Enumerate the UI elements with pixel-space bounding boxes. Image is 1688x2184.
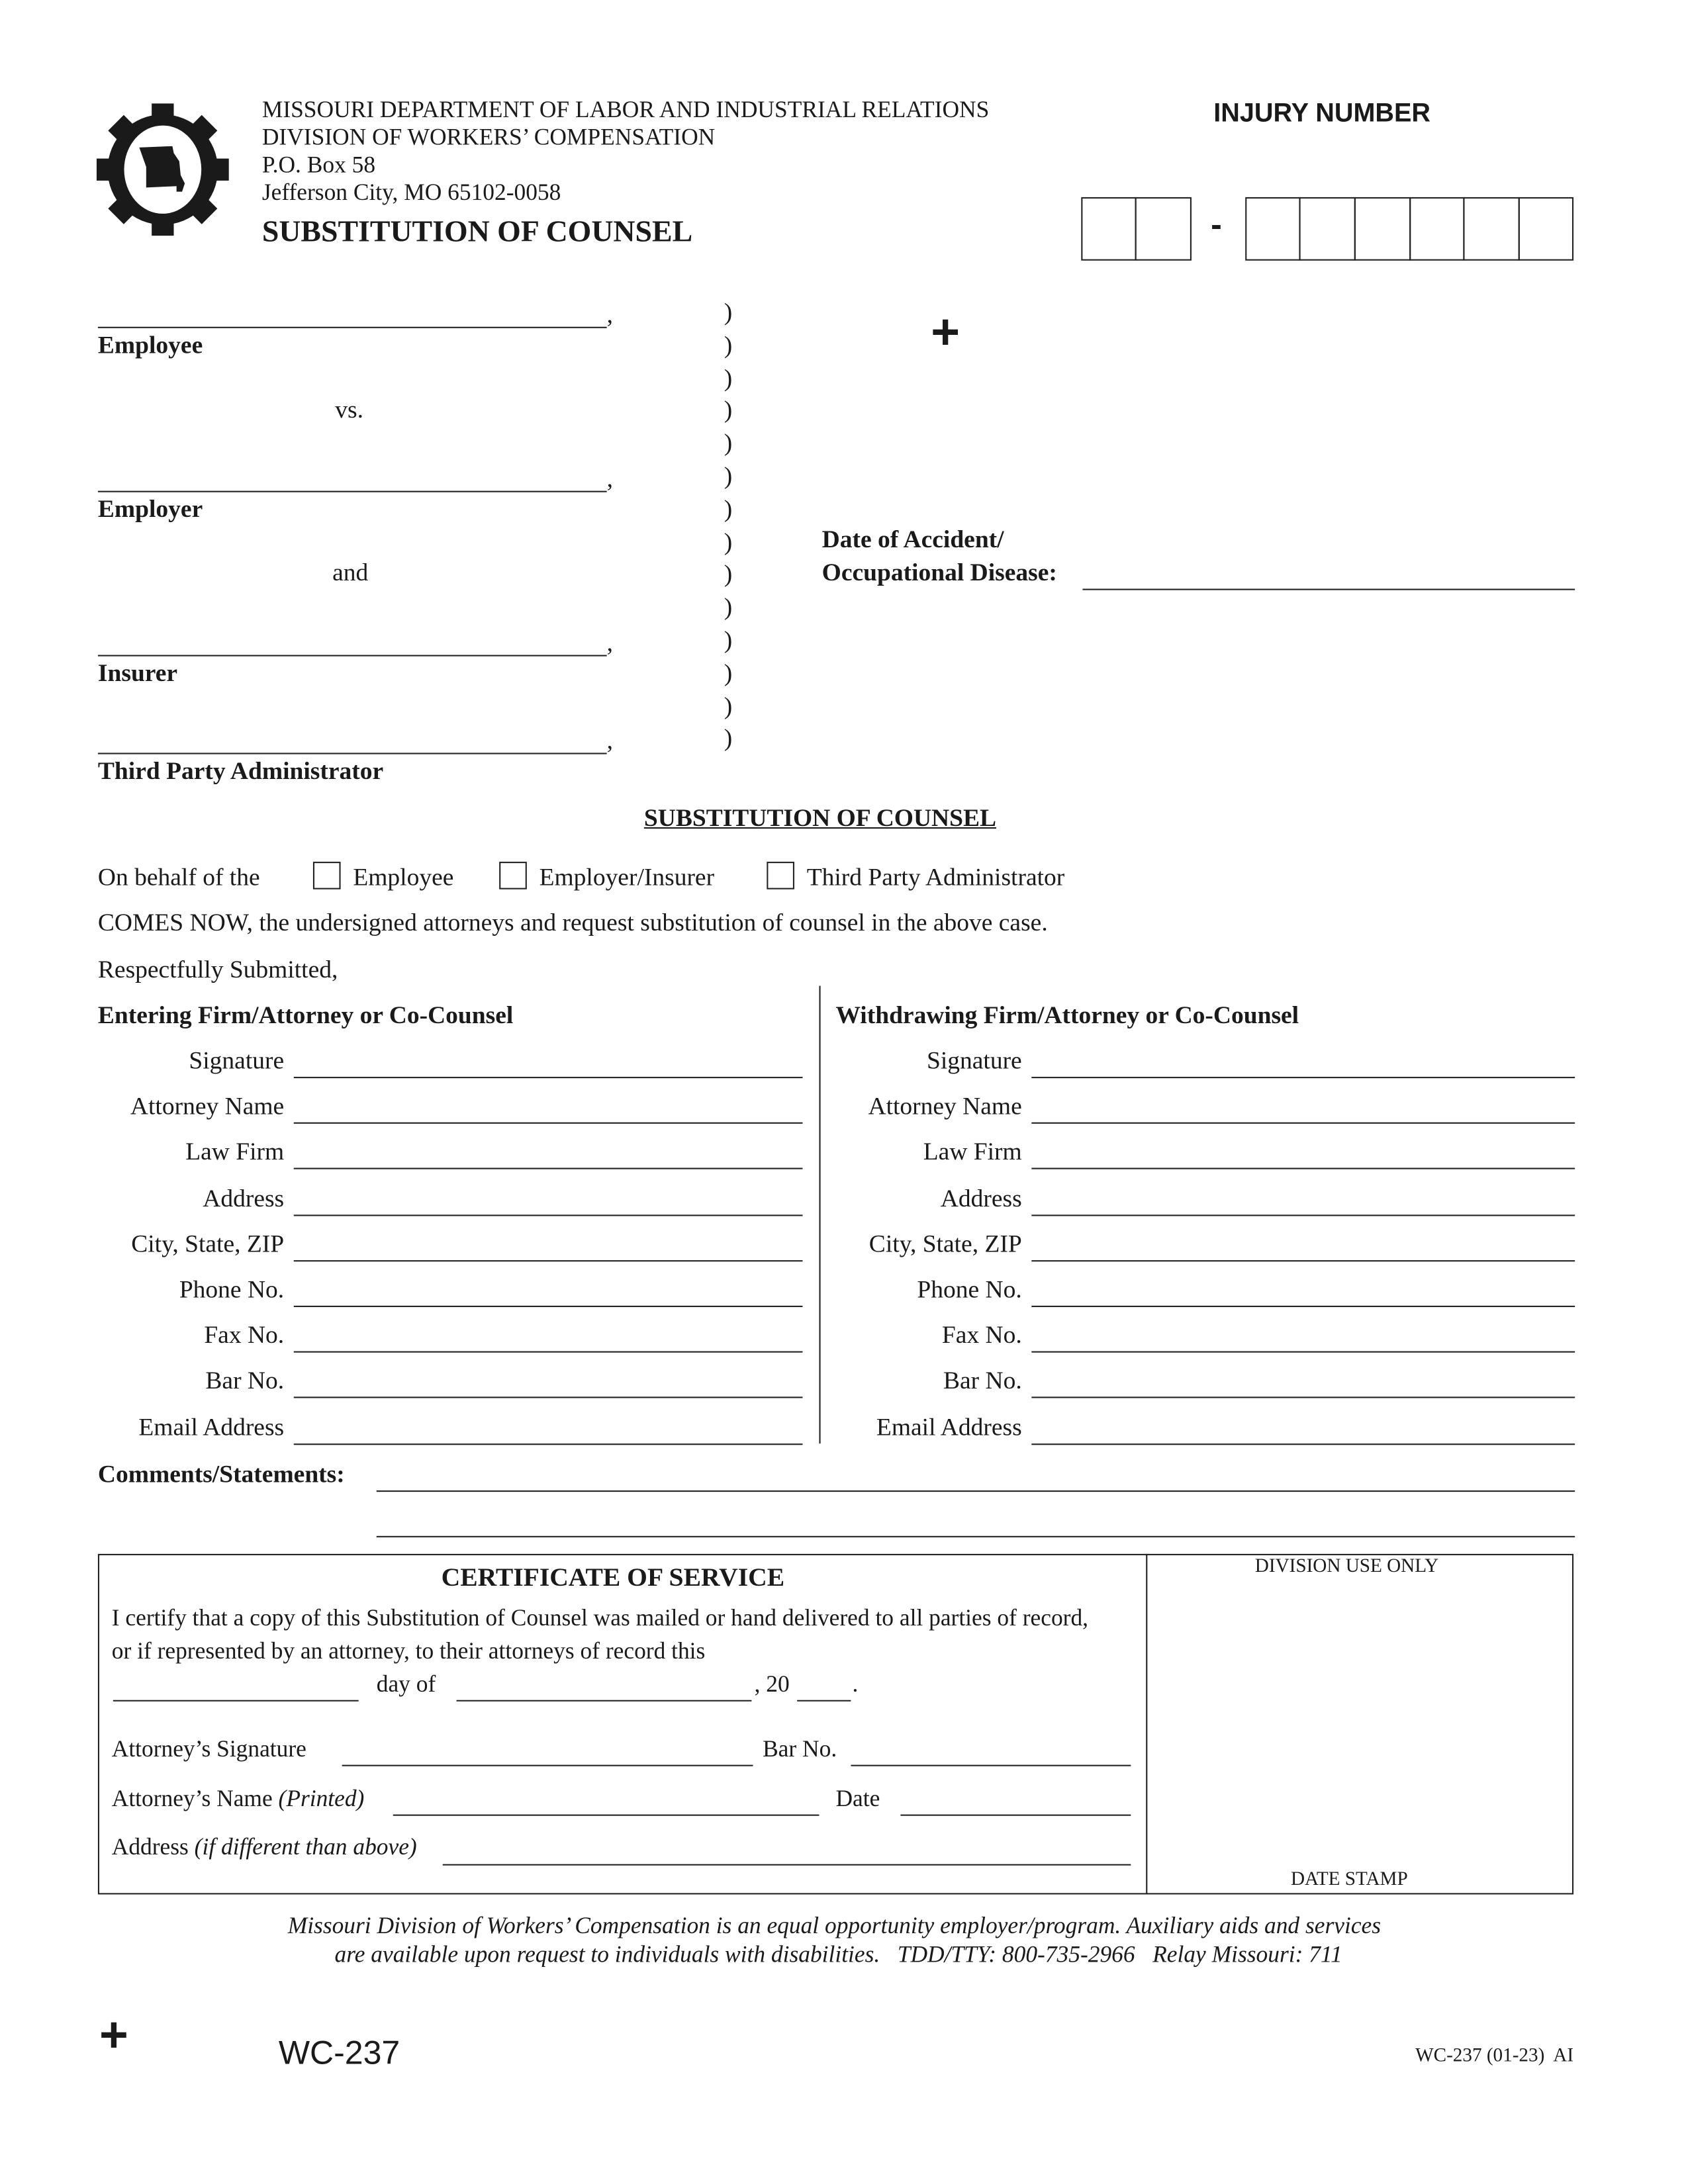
caption-paren: ) [724, 724, 733, 752]
city-address: Jefferson City, MO 65102-0058 [261, 179, 561, 206]
entering-phone-no-input[interactable] [294, 1306, 803, 1307]
column-divider [819, 986, 820, 1444]
entering-attorney-name-label: Attorney Name [130, 1092, 285, 1120]
cert-address-input[interactable] [443, 1864, 1131, 1866]
entering-attorney-name-input[interactable] [294, 1122, 803, 1124]
entering-city-state-zip-label: City, State, ZIP [131, 1229, 285, 1257]
withdrawing-law-firm-label: Law Firm [923, 1138, 1022, 1166]
respectfully-submitted: Respectfully Submitted, [97, 955, 338, 983]
on-behalf-label: On behalf of the [97, 863, 260, 891]
withdrawing-signature-input[interactable] [1031, 1077, 1575, 1078]
injury-digit-box[interactable] [1409, 197, 1464, 261]
caption-paren: ) [724, 560, 733, 588]
day-of-label: day of [376, 1670, 436, 1698]
period: . [852, 1670, 859, 1698]
entering-address-input[interactable] [294, 1214, 803, 1216]
certificate-divider [1146, 1554, 1147, 1895]
withdrawing-attorney-name-input[interactable] [1031, 1122, 1575, 1124]
entering-heading: Entering Firm/Attorney or Co-Counsel [97, 1001, 514, 1029]
comma: , [606, 300, 614, 328]
comma: , [606, 628, 614, 657]
registration-mark-plus: + [99, 2006, 128, 2063]
atty-signature-label: Attorney’s Signature [111, 1735, 306, 1762]
date-accident-input[interactable] [1082, 589, 1575, 590]
gear-missouri-logo-icon [97, 103, 229, 236]
cert-date-input[interactable] [900, 1815, 1131, 1816]
injury-digit-box[interactable] [1135, 197, 1192, 261]
withdrawing-address-label: Address [940, 1183, 1022, 1212]
eeo-statement-2: are available upon request to individuals with disabilities. TDD/TTY: 800-735-2966 Relay Missouri: 711 [334, 1941, 1342, 1968]
employer-line[interactable] [98, 491, 607, 492]
section-heading: SUBSTITUTION OF COUNSEL [643, 803, 996, 832]
withdrawing-fax-no-input[interactable] [1031, 1351, 1575, 1353]
injury-digit-box[interactable] [1299, 197, 1355, 261]
withdrawing-fax-no-label: Fax No. [941, 1321, 1022, 1349]
injury-number-label: INJURY NUMBER [1213, 99, 1431, 128]
entering-city-state-zip-input[interactable] [294, 1260, 803, 1261]
caption-paren: ) [724, 297, 733, 326]
day-input[interactable] [113, 1700, 359, 1702]
certificate-text-2: or if represented by an attorney, to their attorneys of record this [111, 1637, 706, 1664]
injury-dash: - [1211, 206, 1222, 244]
entering-bar-no-label: Bar No. [205, 1367, 285, 1395]
injury-digit-box[interactable] [1245, 197, 1300, 261]
cert-bar-no-label: Bar No. [763, 1735, 837, 1762]
injury-digit-box[interactable] [1354, 197, 1411, 261]
caption-paren: ) [724, 363, 733, 391]
withdrawing-signature-label: Signature [926, 1046, 1022, 1074]
printed-note: (Printed) [278, 1785, 365, 1812]
caption-paren: ) [724, 429, 733, 457]
cert-bar-no-input[interactable] [851, 1765, 1131, 1766]
atty-name-input[interactable] [393, 1815, 820, 1816]
caption-paren: ) [724, 593, 733, 621]
caption-paren: ) [724, 527, 733, 555]
certificate-text-1: I certify that a copy of this Substitution of Counsel was mailed or hand delivered to all parties of record, [111, 1604, 1089, 1631]
entering-signature-input[interactable] [294, 1077, 803, 1078]
employer-insurer-checkbox[interactable] [499, 862, 527, 889]
caption-paren: ) [724, 396, 733, 424]
withdrawing-address-input[interactable] [1031, 1214, 1575, 1216]
month-input[interactable] [457, 1700, 752, 1702]
vs-label: vs. [335, 395, 363, 424]
registration-mark-plus: + [931, 303, 961, 360]
tpa-option-label: Third Party Administrator [806, 863, 1065, 891]
caption-paren: ) [724, 330, 733, 359]
date-accident-label-1: Date of Accident/ [821, 525, 1004, 553]
atty-name-label [112, 1786, 365, 1813]
certificate-heading: CERTIFICATE OF SERVICE [441, 1563, 785, 1593]
withdrawing-city-state-zip-input[interactable] [1031, 1260, 1575, 1261]
comma: , [606, 726, 614, 754]
cert-address-label [112, 1834, 417, 1862]
employee-option-label: Employee [353, 863, 454, 891]
withdrawing-law-firm-input[interactable] [1031, 1168, 1575, 1169]
entering-law-firm-label: Law Firm [185, 1138, 285, 1166]
withdrawing-city-state-zip-label: City, State, ZIP [868, 1229, 1022, 1257]
employee-label: Employee [97, 330, 203, 359]
employee-checkbox[interactable] [313, 862, 341, 889]
comments-label: Comments/Statements: [97, 1460, 345, 1488]
entering-signature-label: Signature [189, 1046, 285, 1074]
injury-digit-box[interactable] [1081, 197, 1136, 261]
injury-digit-box[interactable] [1463, 197, 1519, 261]
caption-paren: ) [724, 625, 733, 654]
address-text: Address [111, 1833, 189, 1860]
entering-address-label: Address [203, 1183, 285, 1212]
employee-line[interactable] [98, 327, 607, 328]
atty-signature-input[interactable] [342, 1765, 753, 1766]
withdrawing-phone-no-input[interactable] [1031, 1306, 1575, 1307]
division-name: DIVISION OF WORKERS’ COMPENSATION [261, 124, 716, 151]
comma: , [606, 465, 614, 492]
cert-date-label: Date [835, 1785, 880, 1812]
withdrawing-bar-no-label: Bar No. [943, 1367, 1022, 1395]
date-accident-label-2: Occupational Disease: [821, 558, 1057, 586]
comes-now-text: COMES NOW, the undersigned attorneys and request substitution of counsel in the above case. [97, 908, 1048, 936]
withdrawing-email-address-label: Email Address [876, 1412, 1022, 1441]
if-different-note: (if different than above) [194, 1833, 417, 1860]
caption-paren: ) [724, 494, 733, 523]
atty-name-text: Attorney’s Name [111, 1785, 273, 1812]
eeo-statement-1: Missouri Division of Workers’ Compensation is an equal opportunity employer/program. Auxiliary aids and services [287, 1912, 1382, 1939]
insurer-label: Insurer [97, 659, 178, 687]
form-revision: WC-237 (01-23) AI [1415, 2046, 1574, 2067]
and-label: and [332, 558, 369, 586]
form-title: SUBSTITUTION OF COUNSEL [261, 213, 693, 248]
withdrawing-phone-no-label: Phone No. [917, 1275, 1022, 1303]
entering-fax-no-label: Fax No. [204, 1321, 285, 1349]
injury-digit-box[interactable] [1519, 197, 1573, 261]
withdrawing-email-address-input[interactable] [1031, 1443, 1575, 1444]
year-input[interactable] [797, 1700, 851, 1702]
year-prefix: , 20 [754, 1670, 790, 1698]
caption-paren: ) [724, 659, 733, 687]
po-box: P.O. Box 58 [261, 152, 376, 178]
entering-fax-no-input[interactable] [294, 1351, 803, 1353]
tpa-label: Third Party Administrator [97, 756, 384, 785]
entering-email-address-input[interactable] [294, 1443, 803, 1444]
agency-name: MISSOURI DEPARTMENT OF LABOR AND INDUSTRIAL RELATIONS [261, 96, 990, 123]
entering-bar-no-input[interactable] [294, 1397, 803, 1398]
employer-label: Employer [97, 494, 203, 523]
employer-insurer-option-label: Employer/Insurer [539, 863, 715, 891]
division-use-only: DIVISION USE ONLY [1254, 1557, 1439, 1578]
caption-paren: ) [724, 691, 733, 719]
withdrawing-heading: Withdrawing Firm/Attorney or Co-Counsel [835, 1001, 1299, 1029]
comments-line-2[interactable] [377, 1536, 1575, 1537]
entering-email-address-label: Email Address [138, 1412, 285, 1441]
tpa-checkbox[interactable] [767, 862, 794, 889]
withdrawing-bar-no-input[interactable] [1031, 1397, 1575, 1398]
insurer-line[interactable] [98, 655, 607, 657]
comments-line-1[interactable] [377, 1490, 1575, 1492]
date-stamp-label: DATE STAMP [1290, 1869, 1408, 1891]
tpa-line[interactable] [98, 752, 607, 754]
withdrawing-attorney-name-label: Attorney Name [868, 1092, 1022, 1120]
form-code: WC-237 [278, 2034, 400, 2073]
caption-paren: ) [724, 461, 733, 490]
entering-law-firm-input[interactable] [294, 1168, 803, 1169]
entering-phone-no-label: Phone No. [179, 1275, 285, 1303]
